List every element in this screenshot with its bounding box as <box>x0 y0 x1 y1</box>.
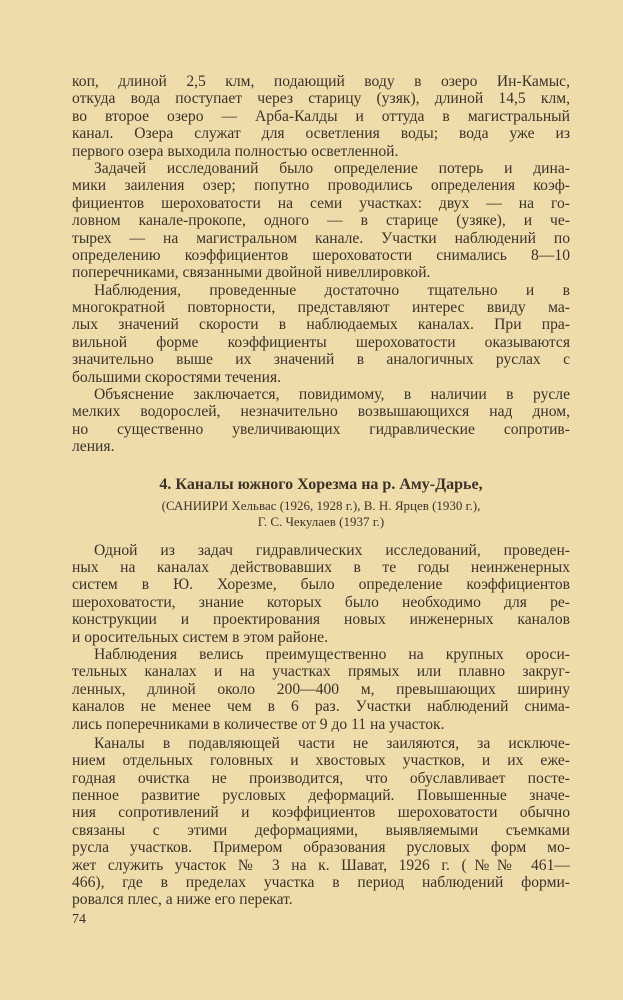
text-line: большими скоростями течения. <box>72 368 282 386</box>
text-line: многократной повторности, представляют интерес ввиду ма- <box>72 299 570 317</box>
paragraph <box>72 73 570 160</box>
text-line: Объяснение заключается, повидимому, в наличии в русле <box>94 386 570 404</box>
paragraph <box>72 542 570 646</box>
text-line: фициентов шероховатости на семи участках: двух — на го- <box>72 194 570 212</box>
text-line: систем в Ю. Хорезме, было определение коэффициентов <box>72 576 570 594</box>
text-line: Задачей исследований было определение потерь и дина- <box>94 159 570 177</box>
text-line: жет служить участок № 3 на к. Шават, 1926 г. (№№ 461— <box>72 856 570 874</box>
page-number: 74 <box>72 912 86 927</box>
text-line: Одной из задач гидравлических исследований, проведен- <box>94 541 570 559</box>
text-line: ления. <box>72 438 115 456</box>
text-line: и оросительных систем в этом районе. <box>72 628 328 646</box>
text-line: каналов не менее чем в 6 раз. Участки наблюдений снима- <box>72 698 570 716</box>
paragraph <box>72 160 570 282</box>
text-line: канал. Озера служат для осветления воды; вода уже из <box>72 125 570 143</box>
text-line: 466), где в пределах участка в период наблюдений форми- <box>72 874 570 892</box>
page-body <box>72 73 570 909</box>
text-line: ровался плес, а ниже его перекат. <box>72 891 293 909</box>
text-line: Наблюдения, проведенные достаточно тщательно и в <box>94 281 570 299</box>
text-line: тырех — на магистральном канале. Участки наблюдений по <box>72 229 570 247</box>
paragraphs-after <box>72 542 570 909</box>
text-line: во второе озеро — Арба-Калды и оттуда в магистральный <box>72 107 570 125</box>
text-line: русла участков. Примером образования русловых форм мо- <box>72 839 570 857</box>
text-line: определению коэффициентов шероховатости снимались 8—10 <box>72 246 570 264</box>
text-line: тельных каналах и на участках прямых или плавно закруг- <box>72 663 570 681</box>
text-line: но существенно увеличивающих гидравлические сопротив- <box>72 420 570 438</box>
text-line: мелких водорослей, незначительно возвышающихся над дном, <box>72 403 570 421</box>
paragraph <box>72 735 570 909</box>
paragraphs-before <box>72 73 570 456</box>
section-heading: 4. Каналы южного Хорезма на р. Аму-Дарье, <box>159 475 483 493</box>
section-subtitle-line: (САНИИРИ Хельвас (1926, 1928 г.), В. Н. Ярцев (1930 г.), <box>161 497 481 513</box>
section-subtitle-line: Г. С. Чекулаев (1937 г.) <box>257 513 385 529</box>
text-line: коп, длиной 2,5 клм, подающий воду в озеро Ин-Камыс, <box>72 73 570 90</box>
text-line: пенное развитие русловых деформаций. Повышенные значе- <box>72 787 570 805</box>
text-line: поперечниками, связанными двойной нивеллировкой. <box>72 264 431 282</box>
paragraph <box>72 386 570 456</box>
paragraph <box>72 282 570 386</box>
text-line: вильной форме коэффициенты шероховатости оказываются <box>72 333 570 351</box>
text-line: конструкции и проектирования новых инженерных каналов <box>72 611 570 629</box>
text-line: первого озера выходила полностью осветленной. <box>72 142 399 160</box>
text-line: годная очистка не производится, что обуславливает посте- <box>72 769 570 787</box>
text-line: связаны с этими деформациями, выявляемыми съемками <box>72 821 570 839</box>
paragraph <box>72 646 570 733</box>
text-line: нием отдельных головных и хвостовых участков, и их еже- <box>72 752 570 770</box>
text-line: мики заиления озер; попутно проводились определения коэф- <box>72 177 570 195</box>
text-line: шероховатости, знание которых было необходимо для ре- <box>72 593 570 611</box>
text-line: лись поперечниками в количестве от 9 до 11 на участок. <box>72 715 445 733</box>
text-line: ленных, длиной около 200—400 м, превышающих ширину <box>72 680 570 698</box>
text-line: откуда вода поступает через старицу (узяк), длиной 14,5 клм, <box>72 90 570 108</box>
text-line: ния сопротивлений и коэффициентов шероховатости обычно <box>72 804 570 822</box>
text-line: Каналы в подавляющей части не заиляются, за исключе- <box>94 734 570 752</box>
text-line: ловном канале-прокопе, одного — в старице (узяке), и че- <box>72 212 570 230</box>
text-line: Наблюдения велись преимущественно на крупных ороси- <box>94 645 570 663</box>
text-line: лых значений скорости в наблюдаемых каналах. При пра- <box>72 316 570 334</box>
text-line: ных на каналах действовавших в те годы неинженерных <box>72 558 570 576</box>
text-line: значительно выше их значений в аналогичных руслах с <box>72 351 570 369</box>
